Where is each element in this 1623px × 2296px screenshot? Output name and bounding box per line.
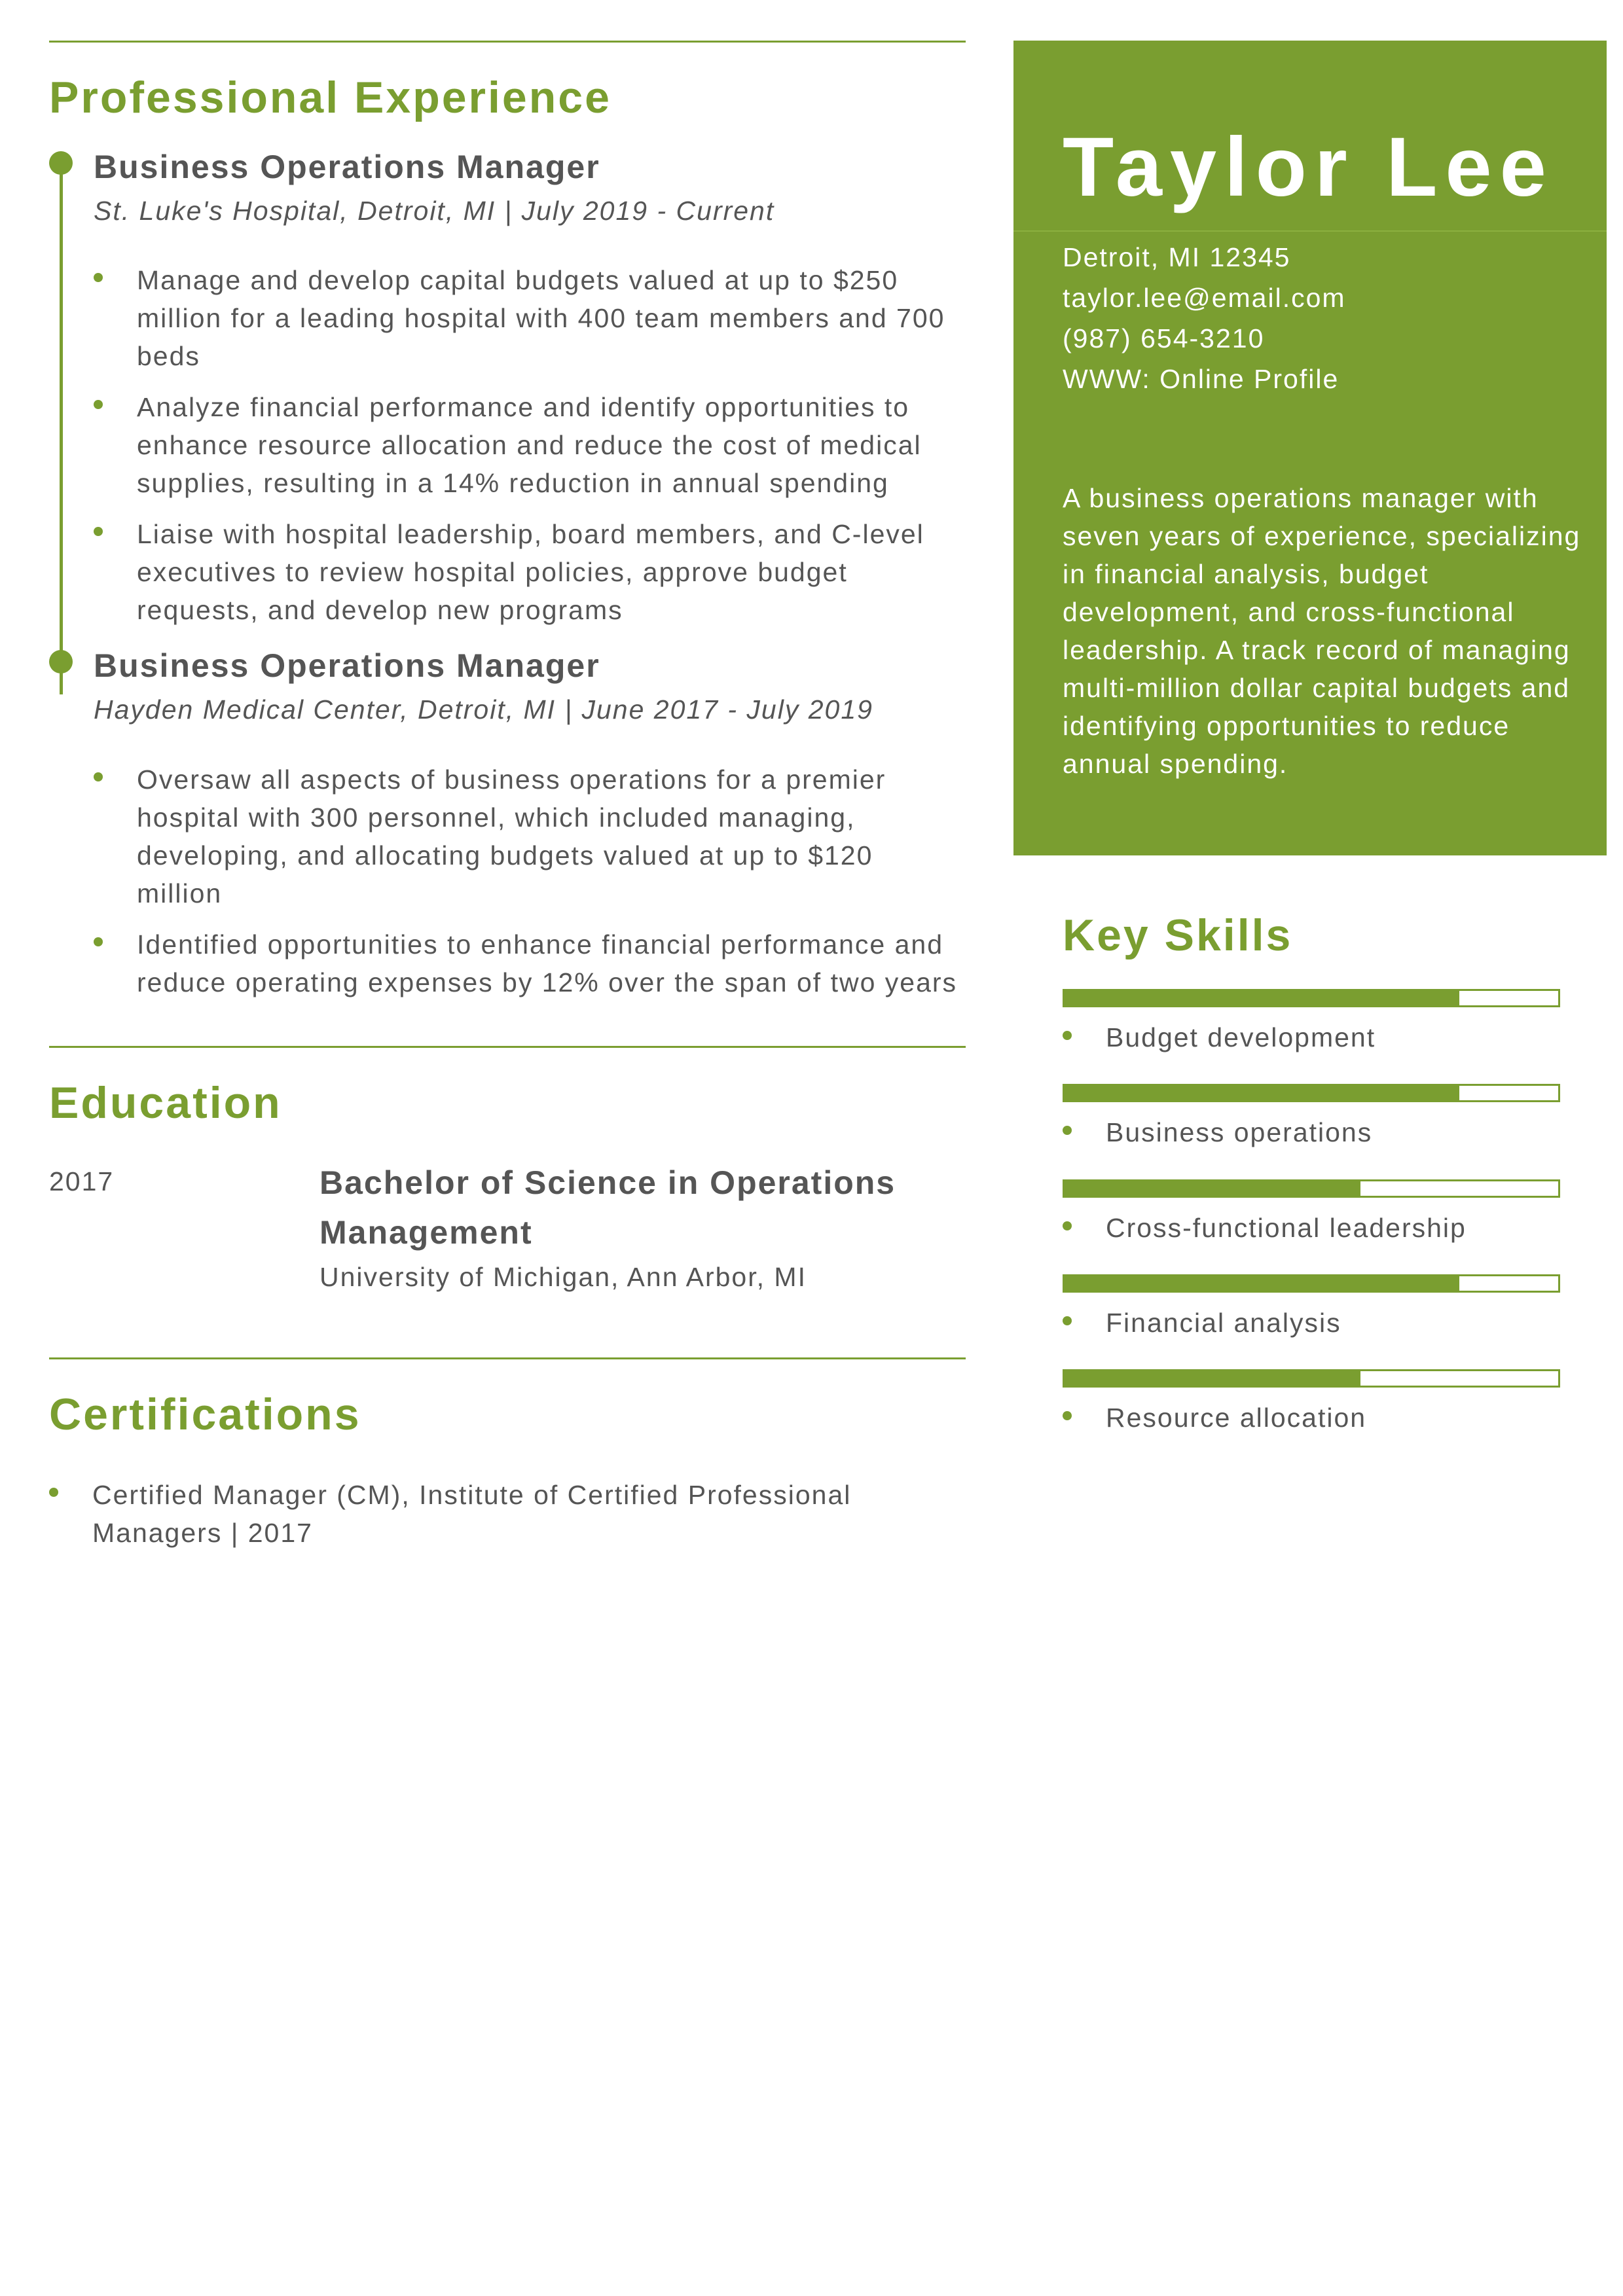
skill-item [1063, 1369, 1560, 1435]
bullet-dot-icon [94, 400, 103, 409]
job-title: Business Operations Manager [94, 149, 600, 185]
bullet-dot-icon [1063, 1126, 1072, 1135]
list-item [49, 1476, 943, 1552]
bullet-dot-icon [49, 1488, 58, 1497]
bullet-text: Analyze financial performance and identify opportunities to enhance resource allocation and reduce the cost of medical supplies, resulting in a 14% reduction in annual spending [137, 392, 922, 499]
job-title: Business Operations Manager [94, 647, 600, 685]
bullet-text: Liaise with hospital leadership, board members, and C-level executives to review hospital policies, approve budget requests, and develop new programs [137, 519, 924, 626]
timeline-dot [49, 650, 73, 673]
bullet-dot-icon [1063, 1031, 1072, 1040]
education-heading: Education [49, 1077, 282, 1128]
experience-heading: Professional Experience [49, 73, 611, 122]
skill-level-fill [1065, 1086, 1459, 1100]
bullet-text: Identified opportunities to enhance financial performance and reduce operating expenses by 12% over the span of two years [137, 929, 958, 997]
skill-level-fill [1065, 1181, 1360, 1196]
job-location-dates: , Detroit, MI | July 2019 - Current [340, 196, 775, 226]
skill-item [1063, 1179, 1560, 1246]
bullet-text: Oversaw all aspects of business operations for a premier hospital with 300 personnel, which included managing, developing, and allocating budgets valued at up to $120 million [137, 764, 886, 908]
job-bullets [94, 761, 966, 1001]
skill-level-bar [1063, 1179, 1560, 1198]
education-entry [49, 1164, 966, 1295]
job-entry [49, 146, 966, 629]
section-divider [49, 1357, 966, 1359]
skill-name: Budget development [1106, 1022, 1376, 1052]
skill-label [1063, 1211, 1560, 1246]
job-entry [49, 645, 966, 1001]
job-location-dates: , Detroit, MI | June 2017 - July 2019 [400, 694, 873, 725]
timeline-dot [49, 151, 73, 175]
list-item [94, 515, 966, 629]
skill-item [1063, 989, 1560, 1055]
bullet-dot-icon [94, 527, 103, 536]
name-divider [1013, 230, 1607, 232]
certifications-heading: Certifications [49, 1389, 361, 1439]
certification-text: Certified Manager (CM), Institute of Certified Professional Managers | 2017 [92, 1479, 852, 1548]
skill-level-bar [1063, 1369, 1560, 1388]
bullet-dot-icon [1063, 1316, 1072, 1325]
candidate-name: Taylor Lee [1063, 120, 1554, 214]
phone: (987) 654-3210 [1063, 323, 1265, 353]
skills-section [1063, 910, 1560, 1435]
skill-level-fill [1065, 1276, 1459, 1291]
bullet-dot-icon [1063, 1221, 1072, 1230]
degree: Bachelor of Science in Operations Management [319, 1164, 896, 1251]
bullet-dot-icon [94, 772, 103, 781]
skill-label [1063, 1401, 1560, 1435]
section-divider [49, 1046, 966, 1048]
education-year: 2017 [49, 1166, 115, 1196]
skill-level-fill [1065, 1371, 1360, 1386]
skill-level-bar [1063, 1084, 1560, 1102]
employer: St. Luke's Hospital [94, 196, 340, 226]
school: University of Michigan, Ann Arbor, MI [319, 1261, 807, 1292]
bullet-dot-icon [94, 937, 103, 946]
profile-panel [1013, 41, 1607, 855]
bullet-dot-icon [94, 273, 103, 282]
profile-summary: A business operations manager with seven years of experience, specializing in financial analysis, budget development, and cross-functional leadership. A track record of managing multi-million dollar capital budgets and identifying opportunities to reduce annual spending. [1063, 483, 1581, 779]
skill-label [1063, 1020, 1560, 1055]
bullet-text: Manage and develop capital budgets valued at up to $250 million for a leading hospital with 400 team members and 700 beds [137, 265, 945, 372]
skill-name: Financial analysis [1106, 1307, 1341, 1338]
job-meta [94, 194, 966, 228]
skill-item [1063, 1274, 1560, 1340]
skills-heading: Key Skills [1063, 910, 1293, 960]
skill-name: Cross-functional leadership [1106, 1212, 1467, 1243]
certification-list [49, 1476, 966, 1552]
list-item [94, 925, 966, 1001]
contact-info [1063, 237, 1346, 399]
list-item [94, 761, 966, 912]
education-details [319, 1164, 948, 1295]
list-item [94, 388, 966, 502]
location: Detroit, MI 12345 [1063, 242, 1291, 272]
skill-level-bar [1063, 989, 1560, 1007]
list-item [94, 261, 966, 375]
job-meta [94, 692, 966, 727]
skill-item [1063, 1084, 1560, 1150]
skill-name: Resource allocation [1106, 1403, 1367, 1433]
skill-level-bar [1063, 1274, 1560, 1293]
skill-level-fill [1065, 991, 1459, 1005]
skill-name: Business operations [1106, 1117, 1373, 1148]
employer: Hayden Medical Center [94, 694, 401, 725]
experience-timeline [49, 146, 966, 1001]
bullet-dot-icon [1063, 1411, 1072, 1420]
email-link[interactable]: taylor.lee@email.com [1063, 283, 1346, 313]
section-divider [49, 41, 966, 43]
main-column [49, 41, 966, 1552]
skill-label [1063, 1306, 1560, 1340]
website-link[interactable]: WWW: Online Profile [1063, 364, 1340, 394]
skill-label [1063, 1115, 1560, 1150]
job-bullets [94, 261, 966, 629]
